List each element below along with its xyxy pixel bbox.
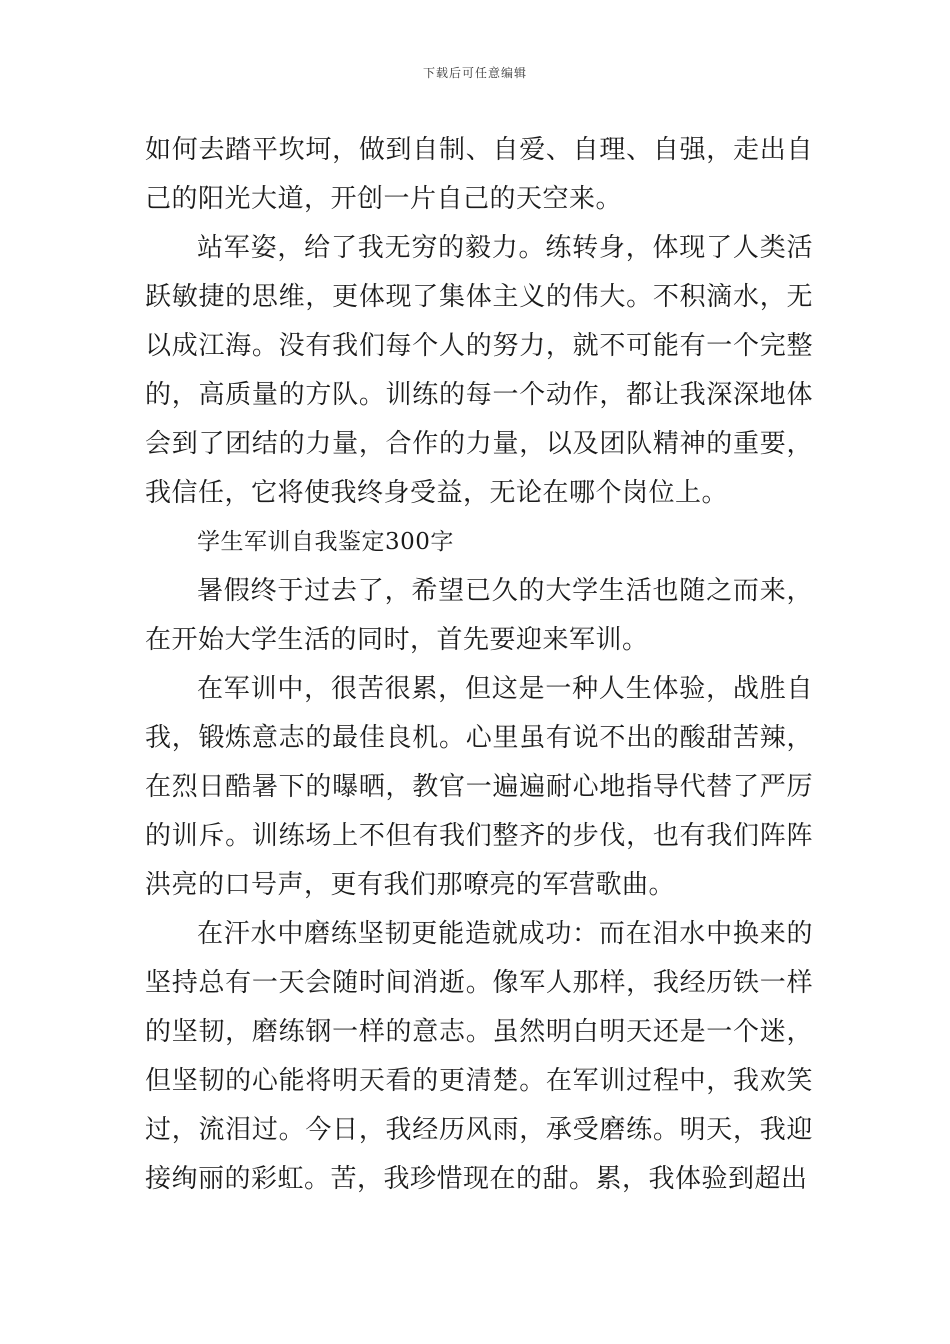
- section-heading: 学生军训自我鉴定300字: [197, 529, 454, 555]
- paragraph-1: 如何去踏平坎坷，做到自制、自爱、自理、自强，走出自己的阳光大道，开创一片自己的天空来。: [145, 135, 813, 214]
- paragraph-3: 暑假终于过去了，希望已久的大学生活也随之而来，在开始大学生活的同时，首先要迎来军训。: [145, 576, 813, 655]
- page-header: 下载后可任意编辑: [422, 66, 527, 80]
- paragraph-5: 在汗水中磨练坚韧更能造就成功：而在泪水中换来的坚持总有一天会随时间消逝。像军人那样，我经历铁一样的坚韧，磨练钢一样的意志。虽然明白明天还是一个迷，但坚韧的心能将明天看的更清楚。在军训过程中，我欢笑过，流泪过。今日，我经历风雨，承受磨练。明天，我迎接绚丽的彩虹。苦，我珍惜现在的甜。累，我体验到超出: [145, 919, 813, 1194]
- paragraph-4: 在军训中，很苦很累，但这是一种人生体验，战胜自我，锻炼意志的最佳良机。心里虽有说不出的酸甜苦辣，在烈日酷暑下的曝晒，教官一遍遍耐心地指导代替了严厉的训斥。训练场上不但有我们整齐的步伐，也有我们阵阵洪亮的口号声，更有我们那嘹亮的军营歌曲。: [145, 674, 813, 900]
- paragraph-2: 站军姿，给了我无穷的毅力。练转身，体现了人类活跃敏捷的思维，更体现了集体主义的伟大。不积滴水，无以成江海。没有我们每个人的努力，就不可能有一个完整的，高质量的方队。训练的每一个动作，都让我深深地体会到了团结的力量，合作的力量，以及团队精神的重要，我信任，它将使我终身受益，无论在哪个岗位上。: [145, 233, 813, 508]
- document-body: [145, 126, 813, 1204]
